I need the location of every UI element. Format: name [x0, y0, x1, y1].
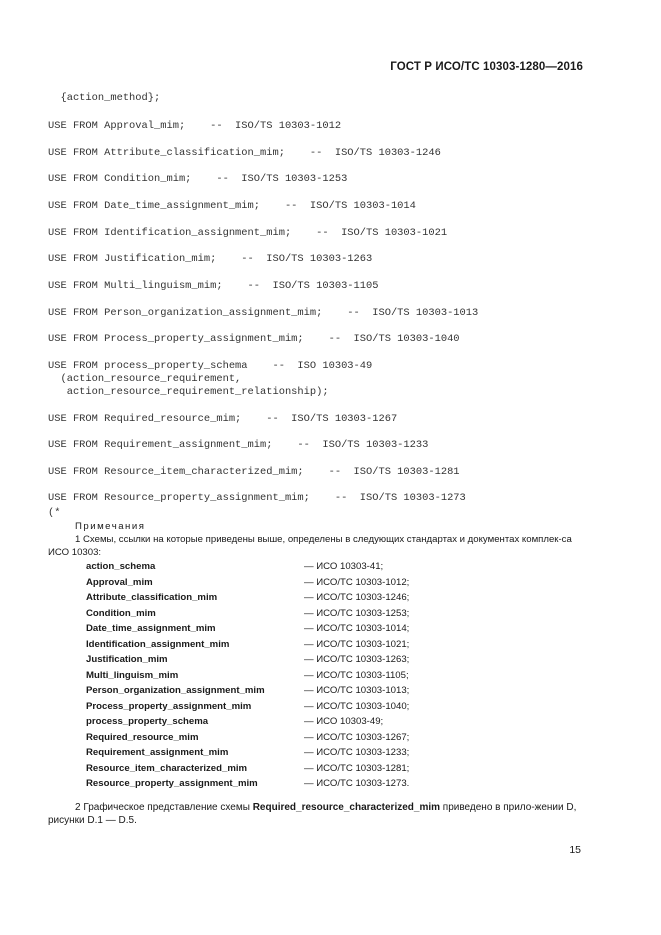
reference-row [86, 639, 586, 654]
reference-row [86, 670, 586, 685]
page-number: 15 [569, 844, 581, 856]
code-line: USE FROM Person_organization_assignment_mim; -- ISO/TS 10303-1013 [48, 307, 479, 319]
reference-row [86, 747, 586, 762]
reference-schema-name: Attribute_classification_mim [86, 592, 218, 603]
reference-row [86, 561, 586, 576]
code-line: USE FROM Approval_mim; -- ISO/TS 10303-1012 [48, 120, 342, 132]
reference-standard: — ИСО/ТС 10303-1233; [304, 747, 410, 758]
code-line: USE FROM Identification_assignment_mim; -- ISO/TS 10303-1021 [48, 227, 448, 239]
code-line: USE FROM Process_property_assignment_mim; -- ISO/TS 10303-1040 [48, 333, 460, 345]
reference-row [86, 623, 586, 638]
reference-schema-name: Justification_mim [86, 654, 168, 665]
reference-row [86, 654, 586, 669]
reference-row [86, 716, 586, 731]
reference-row [86, 592, 586, 607]
reference-schema-name: action_schema [86, 561, 156, 572]
reference-standard: — ИСО/ТС 10303-1246; [304, 592, 410, 603]
reference-schema-name: Required_resource_mim [86, 731, 199, 743]
code-line: USE FROM Date_time_assignment_mim; -- ISO/TS 10303-1014 [48, 200, 416, 212]
reference-schema-name: Resource_property_assignment_mim [86, 778, 258, 789]
reference-schema-name: Multi_linguism_mim [86, 669, 179, 681]
reference-standard: — ИСО 10303-49; [304, 716, 384, 727]
reference-schema-name: Date_time_assignment_mim [86, 623, 216, 634]
code-line: USE FROM Required_resource_mim; -- ISO/TS 10303-1267 [48, 413, 398, 425]
code-line: (* [48, 507, 61, 519]
notes-title: Примечания [75, 521, 146, 532]
code-line: USE FROM Resource_item_characterized_mim; -- ISO/TS 10303-1281 [48, 466, 460, 478]
reference-standard: — ИСО/ТС 10303-1267; [304, 731, 410, 743]
reference-standard: — ИСО/ТС 10303-1014; [304, 623, 410, 634]
reference-schema-name: Condition_mim [86, 607, 156, 619]
reference-row [86, 763, 586, 778]
reference-schema-name: Approval_mim [86, 576, 153, 588]
note-2-prefix: 2 Графическое представление схемы [75, 802, 253, 813]
reference-schema-name: Resource_item_characterized_mim [86, 762, 248, 774]
reference-schema-name: Person_organization_assignment_mim [86, 685, 265, 696]
document-header: ГОСТ Р ИСО/ТС 10303-1280—2016 [390, 61, 583, 73]
reference-standard: — ИСО/ТС 10303-1273. [304, 778, 410, 789]
reference-row [86, 685, 586, 700]
code-line: USE FROM Multi_linguism_mim; -- ISO/TS 10303-1105 [48, 280, 379, 292]
reference-standard: — ИСО/ТС 10303-1012; [304, 576, 410, 588]
reference-standard: — ИСО/ТС 10303-1253; [304, 607, 410, 619]
express-code-block [0, 0, 479, 519]
reference-row [86, 608, 586, 623]
reference-standard: — ИСО 10303-41; [304, 561, 384, 572]
code-line: USE FROM Attribute_classification_mim; -- ISO/TS 10303-1246 [48, 147, 441, 159]
reference-schema-name: process_property_schema [86, 716, 209, 727]
code-line: action_resource_requirement_relationship); [48, 386, 329, 398]
reference-row [86, 577, 586, 592]
code-line: USE FROM Condition_mim; -- ISO/TS 10303-1253 [48, 173, 348, 185]
code-line: (action_resource_requirement, [48, 373, 242, 385]
code-line: USE FROM Resource_property_assignment_mim; -- ISO/TS 10303-1273 [48, 492, 466, 504]
reference-row [86, 732, 586, 747]
reference-standard: — ИСО/ТС 10303-1040; [304, 700, 410, 712]
note-2-suffix: приведено в прило-жении D, рисунки D.1 — D.5. [48, 802, 577, 826]
reference-standard: — ИСО/ТС 10303-1105; [304, 669, 409, 681]
reference-standard: — ИСО/ТС 10303-1013; [304, 685, 410, 696]
reference-row [86, 701, 586, 716]
reference-standard: — ИСО/ТС 10303-1021; [304, 638, 410, 650]
notes-intro: 1 Схемы, ссылки на которые приведены выше, определены в следующих стандартах и документах комплек-са ИСО 10303: [48, 534, 572, 558]
reference-schema-name: Identification_assignment_mim [86, 638, 230, 650]
note-2-schema-name: Required_resource_characterized_mim [252, 802, 441, 813]
reference-standard: — ИСО/ТС 10303-1281; [304, 762, 410, 774]
code-line: USE FROM Justification_mim; -- ISO/TS 10303-1263 [48, 253, 373, 265]
reference-schema-name: Requirement_assignment_mim [86, 747, 229, 758]
code-line: {action_method}; [48, 92, 161, 104]
reference-row [86, 778, 586, 793]
reference-schema-name: Process_property_assignment_mim [86, 700, 252, 712]
note-2-paragraph [48, 801, 588, 827]
code-line: USE FROM Requirement_assignment_mim; -- ISO/TS 10303-1233 [48, 439, 429, 451]
code-line: USE FROM process_property_schema -- ISO 10303-49 [48, 360, 373, 372]
reference-standard: — ИСО/ТС 10303-1263; [304, 654, 410, 665]
